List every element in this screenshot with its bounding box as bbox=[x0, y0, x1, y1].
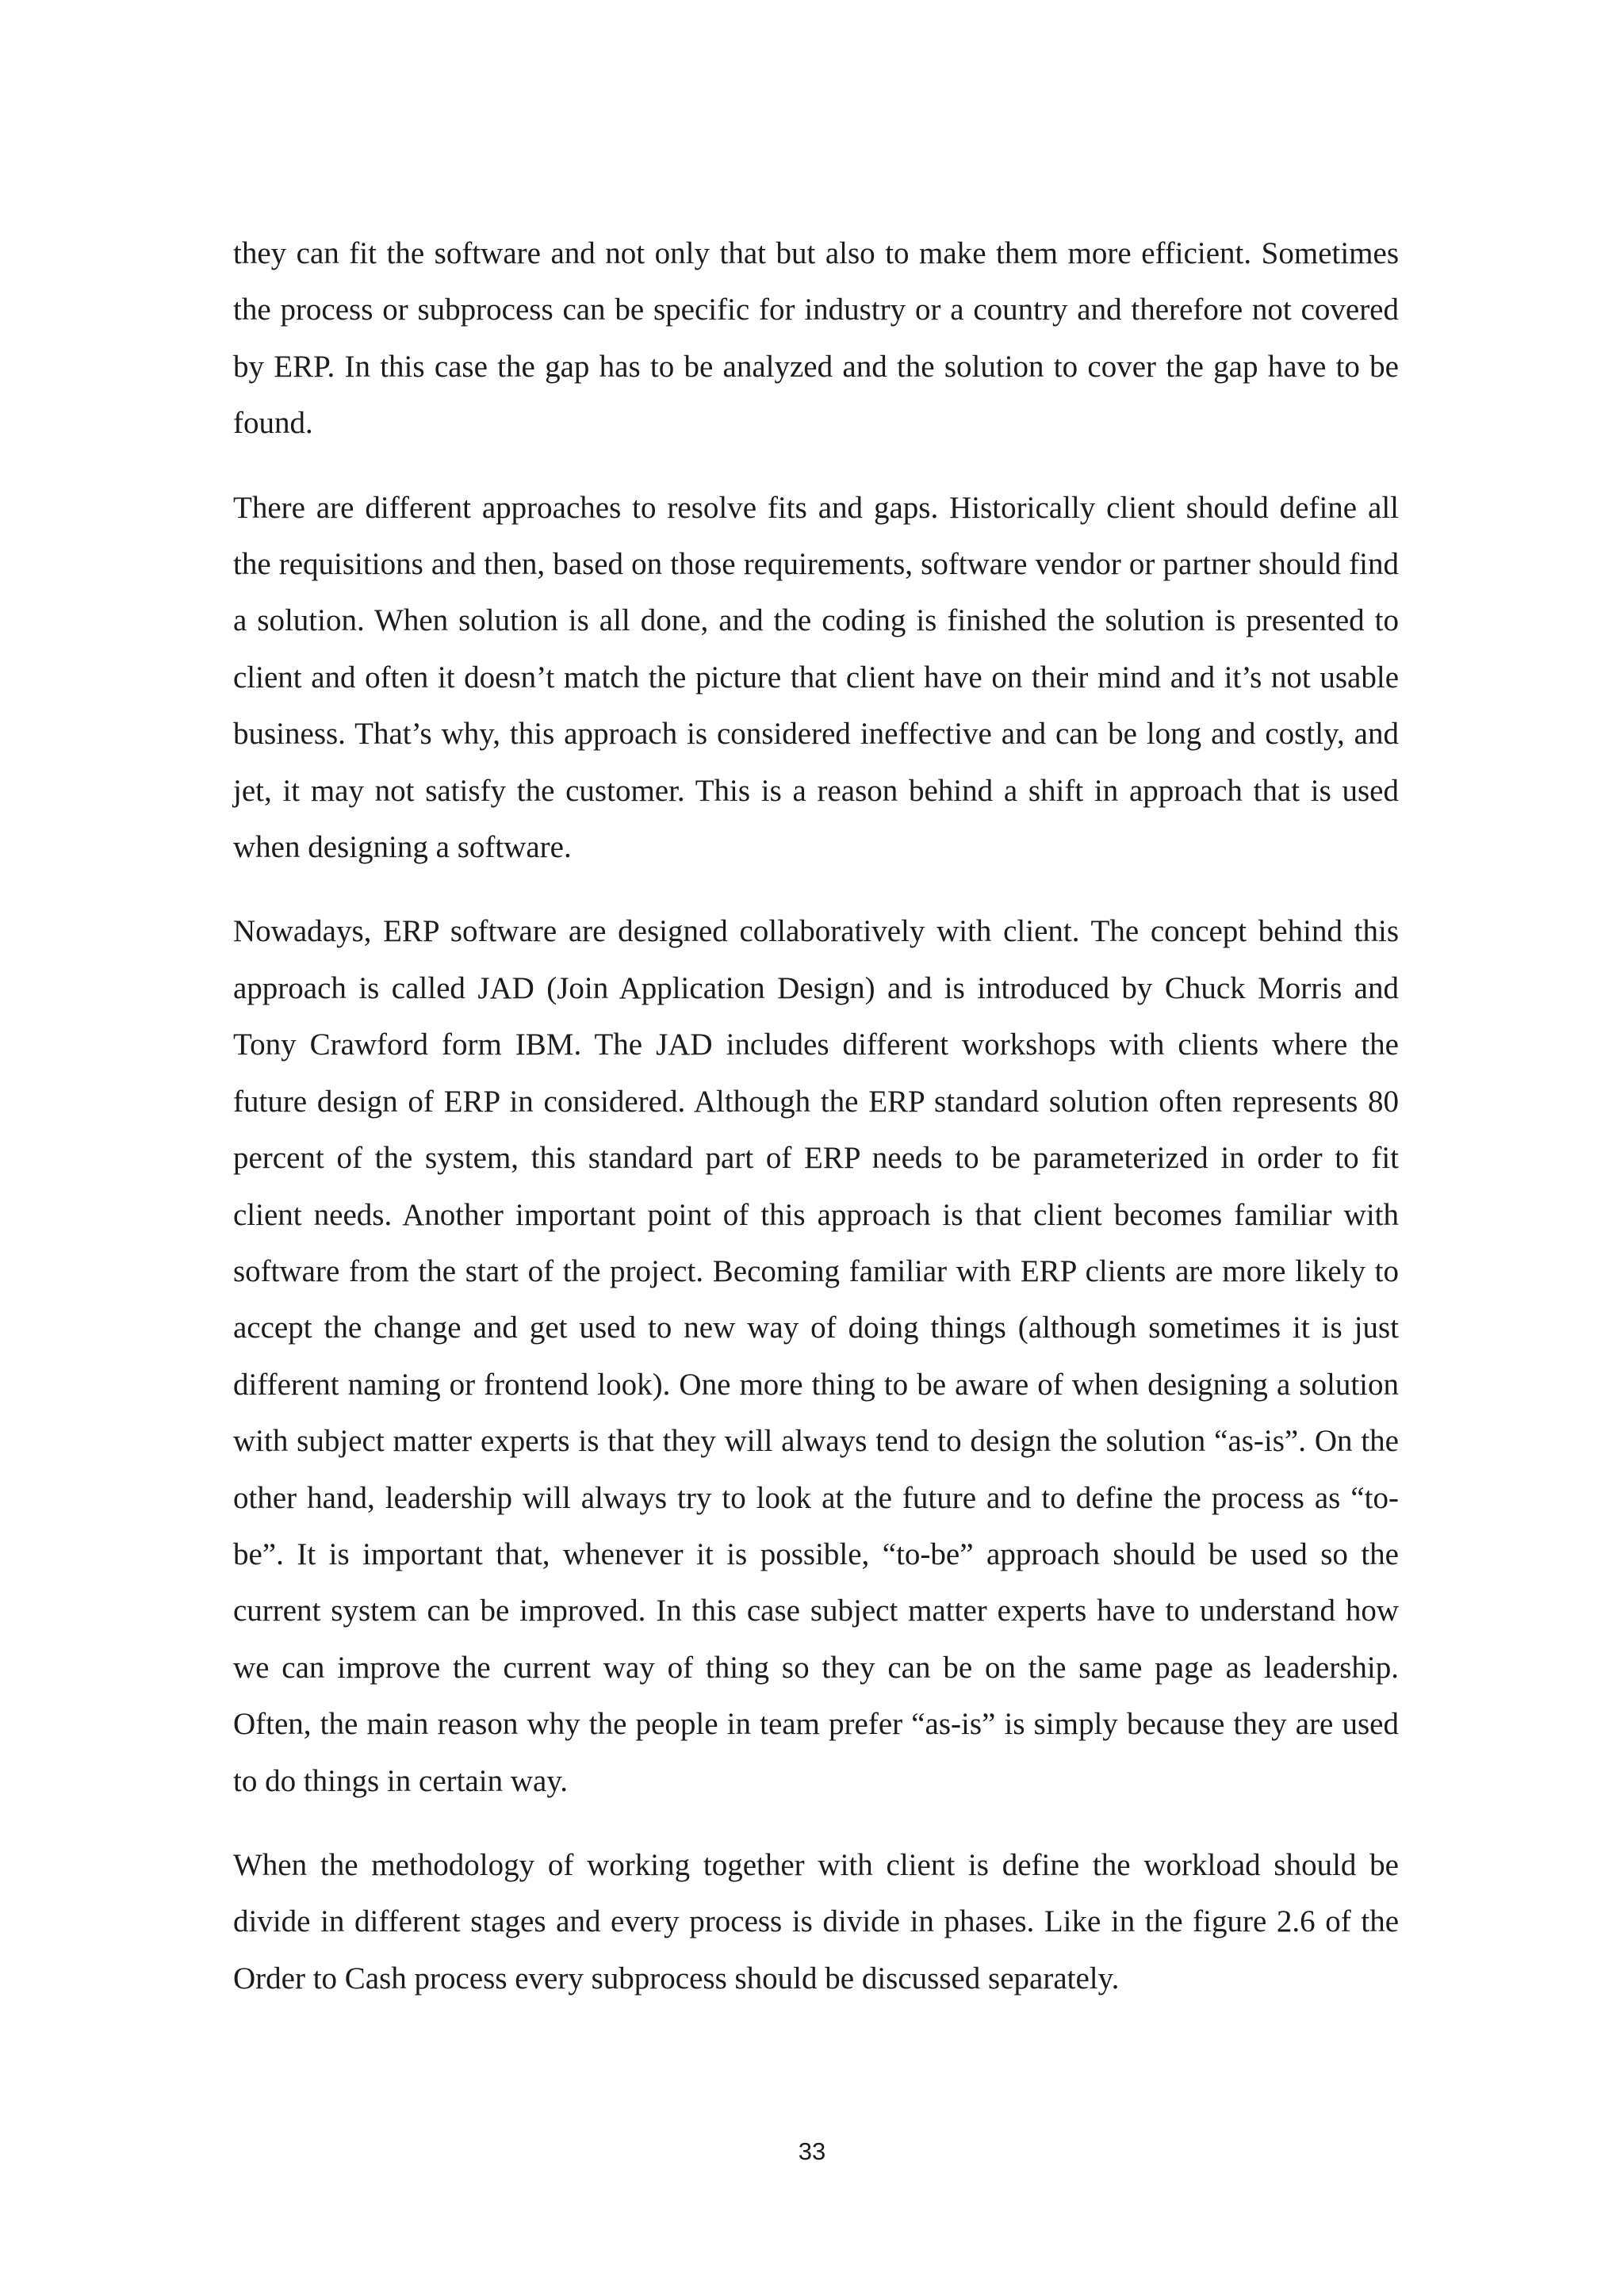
paragraph-4: When the methodology of working together with client is define the workload should be divide in different stages and every process is divide in phases. Like in the figure 2.6 of the Order to Cash process every subprocess should be discussed separately. bbox=[233, 1847, 1399, 1996]
page-number: 33 bbox=[798, 2137, 826, 2165]
paragraph-2: There are different approaches to resolve fits and gaps. Historically client should define all the requisitions and then, based on those requirements, software vendor or partner should find a solution. When solution is all done, and the coding is finished the solution is presented to client and often it doesn’t match the picture that client have on their mind and it’s not usable business. That’s why, this approach is considered ineffective and can be long and costly, and jet, it may not satisfy the customer. This is a reason behind a shift in approach that is used when designing a software. bbox=[233, 490, 1399, 865]
paragraph-3: Nowadays, ERP software are designed collaboratively with client. The concept behind this approach is called JAD (Join Application Design) and is introduced by Chuck Morris and Tony Crawford form IBM. The JAD includes different workshops with clients where the future design of ERP in considered. Although the ERP standard solution often represents 80 percent of the system, this standard part of ERP needs to be parameterized in order to fit client needs. Another important point of this approach is that client becomes familiar with software from the start of the project. Becoming familiar with ERP clients are more likely to accept the change and get used to new way of doing things (although sometimes it is just different naming or frontend look). One more thing to be aware of when designing a solution with subject matter experts is that they will always tend to design the solution “as-is”. On the other hand, leadership will always try to look at the future and to define the process as “to-be”. It is important that, whenever it is possible, “to-be” approach should be used so the current system can be improved. In this case subject matter experts have to understand how we can improve the current way of thing so they can be on the same page as leadership. Often, the main reason why the people in team prefer “as-is” is simply because they are used to do things in certain way. bbox=[233, 914, 1399, 1798]
body-text bbox=[233, 225, 1399, 2034]
paragraph-1: they can fit the software and not only that but also to make them more efficient. Sometimes the process or subprocess can be specific for industry or a country and therefore not covered by ERP. In this case the gap has to be analyzed and the solution to cover the gap have to be found. bbox=[233, 236, 1399, 441]
